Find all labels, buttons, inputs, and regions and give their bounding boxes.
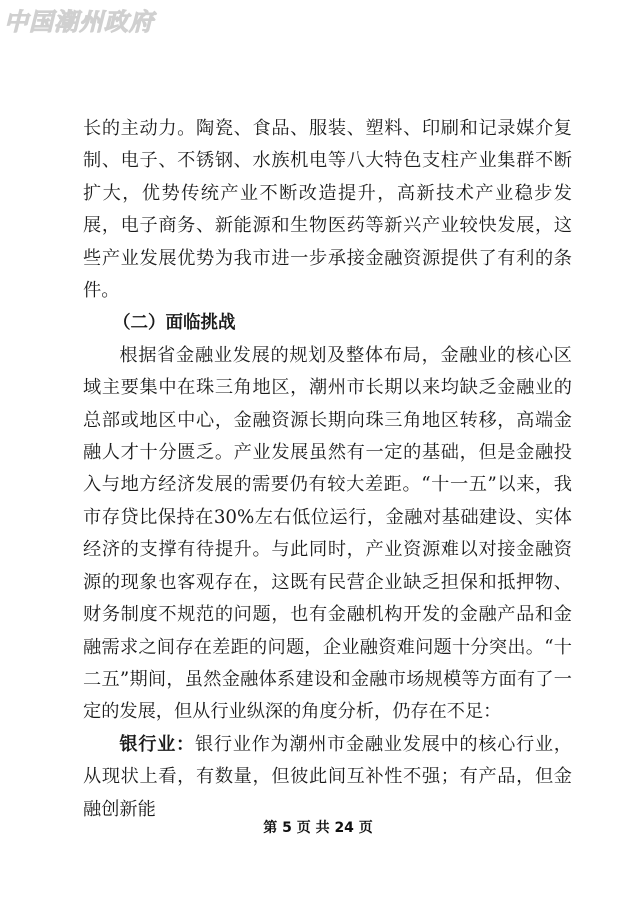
paragraph-banking (83, 729, 572, 826)
watermark-logo: 中国潮州政府 (4, 7, 154, 36)
page-number-footer: 第 5 页 共 24 页 (263, 820, 373, 836)
section-heading-challenges: （二）面临挑战 (113, 313, 236, 334)
banking-lead-label: 银行业： (119, 733, 195, 755)
banking-text: 银行业作为潮州市金融业发展中的核心行业，从现状上看，有数量，但彼此间互补性不强；有产品，但金融创新能 (83, 733, 572, 820)
paragraph-challenges: 根据省金融业发展的规划及整体布局，金融业的核心区域主要集中在珠三角地区，潮州市长期以来均缺乏金融业的总部或地区中心，金融资源长期向珠三角地区转移，高端金融人才十分匮乏。产业发展虽然有一定的基础，但是金融投入与地方经济发展的需要仍有较大差距。“十一五”以来，我市存贷比保持在30%左右低位运行，金融对基础建设、实体经济的支撑有待提升。与此同时，产业资源难以对接金融资源的现象也客观存在，这既有民营企业缺乏担保和抵押物、财务制度不规范的问题，也有金融机构开发的金融产品和金融需求之间存在差距的问题，企业融资难问题十分突出。“十二五”期间，虽然金融体系建设和金融市场规模等方面有了一定的发展，但从行业纵深的角度分析，仍存在不足： (83, 344, 572, 723)
paragraph-industry-advantages: 长的主动力。陶瓷、食品、服装、塑料、印刷和记录媒介复制、电子、不锈钢、水族机电等八大特色支柱产业集群不断扩大，优势传统产业不断改造提升，高新技术产业稳步发展，电子商务、新能源和生物医药等新兴产业较快发展，这些产业发展优势为我市进一步承接金融资源提供了有利的条件。 (83, 118, 572, 302)
document-body (83, 113, 572, 826)
